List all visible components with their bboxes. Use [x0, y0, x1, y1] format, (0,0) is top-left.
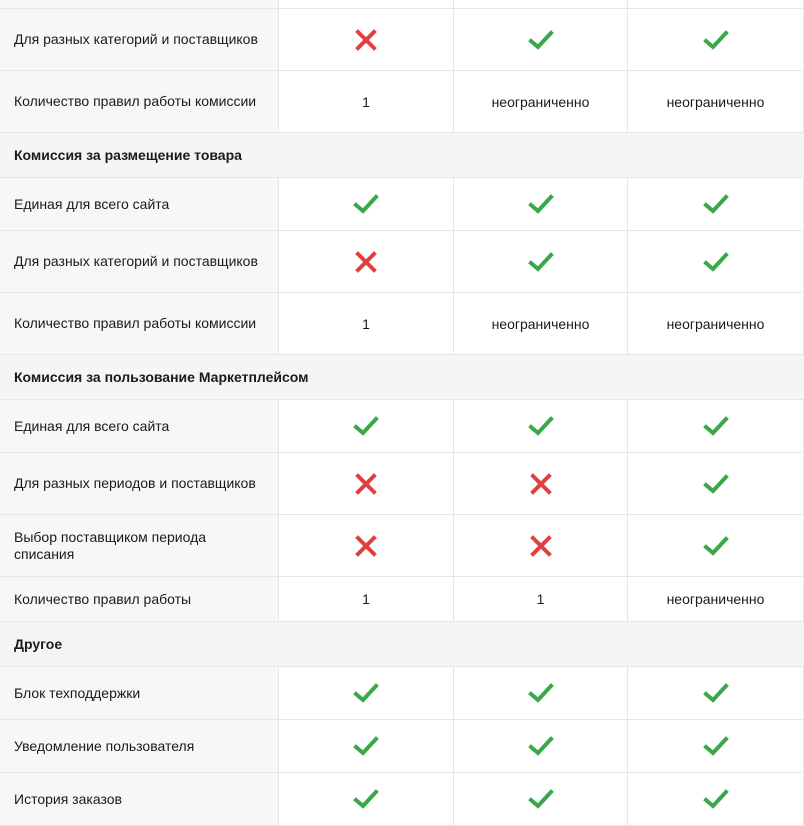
cross-icon — [528, 471, 554, 497]
check-icon — [528, 27, 554, 53]
check-icon — [353, 413, 379, 439]
table-row — [0, 8, 804, 70]
cross-icon — [528, 533, 554, 559]
cell-plan-1 — [279, 720, 454, 772]
cell-plan-3 — [628, 577, 804, 621]
cell-plan-3 — [628, 293, 804, 354]
row-label: Для разных категорий и поставщиков — [0, 231, 279, 292]
row-label: Количество правил работы комиссии — [0, 71, 279, 132]
cell-plan-1 — [279, 400, 454, 452]
check-icon — [528, 680, 554, 706]
check-icon — [703, 471, 729, 497]
row-label: Уведомление пользователя — [0, 720, 279, 772]
cell-value: 1 — [536, 591, 545, 607]
check-icon — [353, 680, 379, 706]
cell-plan-3 — [628, 9, 804, 70]
check-icon — [353, 786, 379, 812]
check-icon — [528, 413, 554, 439]
cell-plan-1 — [279, 293, 454, 354]
check-icon — [703, 733, 729, 759]
check-icon — [703, 680, 729, 706]
cell-plan-3 — [628, 71, 804, 132]
check-icon — [703, 249, 729, 275]
section-header: Другое — [0, 621, 804, 666]
check-icon — [528, 191, 554, 217]
cell-plan-3 — [628, 515, 804, 576]
cell-plan-1 — [279, 453, 454, 514]
cell-plan-2 — [454, 577, 628, 621]
row-label: Выбор поставщиком периода списания — [0, 515, 279, 576]
cell-plan-2 — [454, 178, 628, 230]
table-row — [0, 292, 804, 354]
cell-value: неограниченно — [666, 591, 765, 607]
cell-plan-1 — [279, 178, 454, 230]
check-icon — [703, 533, 729, 559]
cell-plan-3 — [628, 773, 804, 825]
table-row — [0, 719, 804, 772]
cell-plan-1 — [279, 515, 454, 576]
cross-icon — [353, 471, 379, 497]
row-label: Единая для всего сайта — [0, 178, 279, 230]
cell-value: 1 — [362, 315, 370, 332]
cell-plan-3 — [628, 667, 804, 719]
cell-plan-2 — [454, 667, 628, 719]
table-row — [0, 576, 804, 621]
cross-icon — [353, 249, 379, 275]
cell-plan-1 — [279, 231, 454, 292]
cell-plan-2 — [454, 293, 628, 354]
table-row — [0, 666, 804, 719]
cell-plan-1 — [279, 71, 454, 132]
check-icon — [528, 786, 554, 812]
row-label: История заказов — [0, 773, 279, 825]
row-label: Блок техподдержки — [0, 667, 279, 719]
cell-value: неограниченно — [666, 315, 765, 332]
cell-value: неограниченно — [666, 93, 765, 110]
check-icon — [703, 786, 729, 812]
check-icon — [353, 733, 379, 759]
cross-icon — [353, 533, 379, 559]
table-row — [0, 514, 804, 576]
cell-plan-2 — [454, 773, 628, 825]
table-row — [0, 70, 804, 132]
cell-plan-1 — [279, 667, 454, 719]
cell-plan-2 — [454, 515, 628, 576]
check-icon — [703, 413, 729, 439]
table-row — [0, 230, 804, 292]
cell-value: неограниченно — [491, 315, 590, 332]
cell-plan-3 — [628, 178, 804, 230]
cell-plan-2 — [454, 720, 628, 772]
cross-icon — [353, 27, 379, 53]
table-row — [0, 772, 804, 825]
row-label: Количество правил работы — [0, 577, 279, 621]
row-label: Единая для всего сайта — [0, 400, 279, 452]
cell-plan-2 — [454, 453, 628, 514]
cell-plan-2 — [454, 400, 628, 452]
check-icon — [528, 733, 554, 759]
cell-value: 1 — [362, 93, 370, 110]
cell-plan-3 — [628, 453, 804, 514]
table-row — [0, 452, 804, 514]
cell-value: 1 — [362, 591, 370, 607]
cell-plan-2 — [454, 9, 628, 70]
cell-value: неограниченно — [491, 93, 590, 110]
section-header: Комиссия за размещение товара — [0, 132, 804, 177]
cell-plan-1 — [279, 773, 454, 825]
row-label: Для разных категорий и поставщиков — [0, 9, 279, 70]
cell-plan-3 — [628, 720, 804, 772]
cell-plan-3 — [628, 231, 804, 292]
row-label: Для разных периодов и поставщиков — [0, 453, 279, 514]
check-icon — [703, 191, 729, 217]
check-icon — [353, 191, 379, 217]
table-row — [0, 177, 804, 230]
check-icon — [703, 27, 729, 53]
cell-plan-1 — [279, 9, 454, 70]
check-icon — [528, 249, 554, 275]
table-top-strip — [0, 0, 804, 8]
section-header: Комиссия за пользование Маркетплейсом — [0, 354, 804, 399]
cell-plan-2 — [454, 71, 628, 132]
row-label: Количество правил работы комиссии — [0, 293, 279, 354]
cell-plan-3 — [628, 400, 804, 452]
cell-plan-2 — [454, 231, 628, 292]
table-row — [0, 399, 804, 452]
cell-plan-1 — [279, 577, 454, 621]
